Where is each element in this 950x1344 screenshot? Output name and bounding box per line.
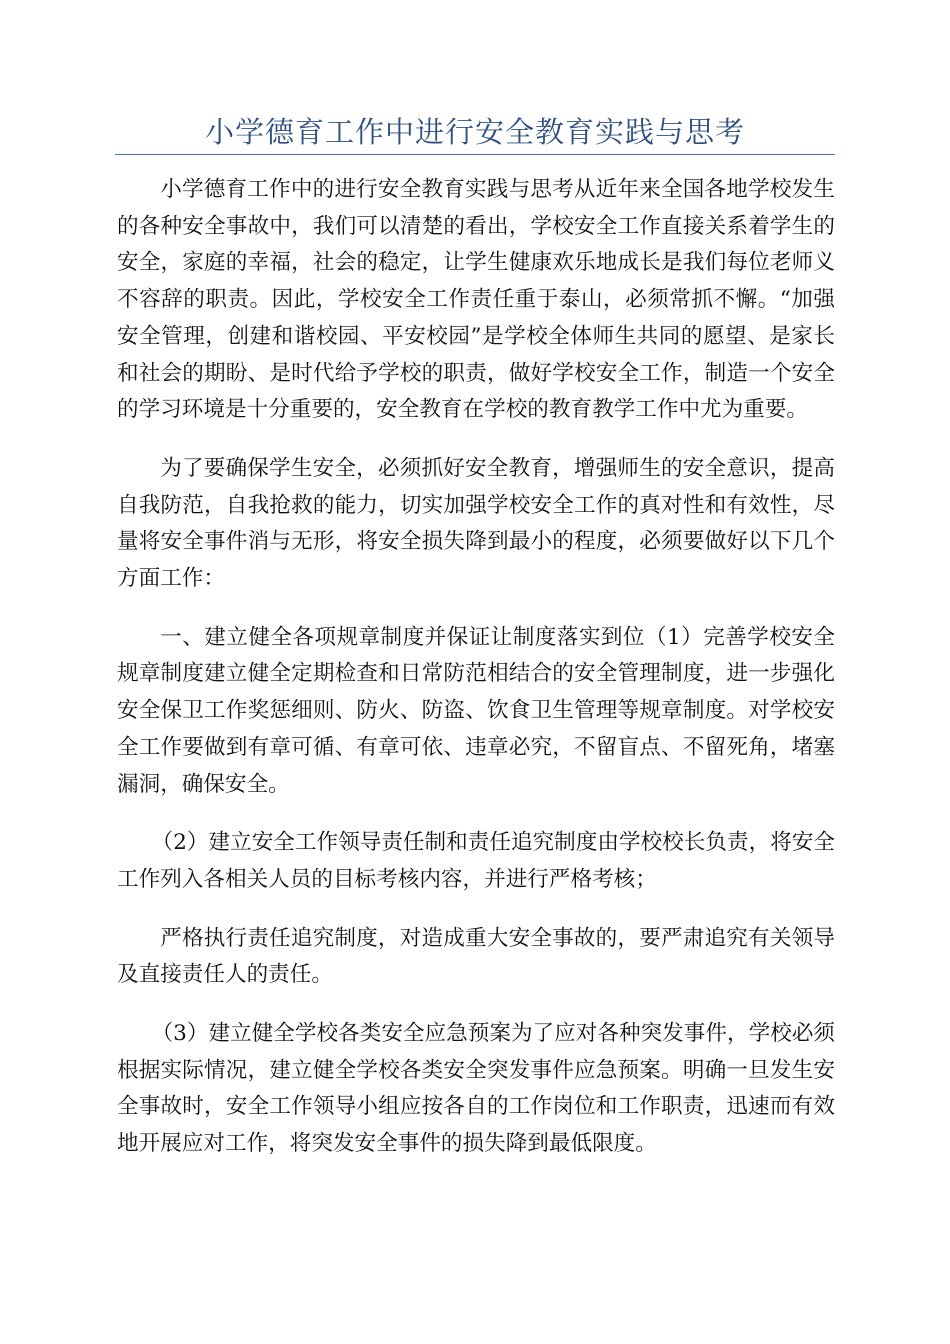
title-underline (115, 154, 835, 155)
paragraph-intro: 小学德育工作中的进行安全教育实践与思考从近年来全国各地学校发生的各种安全事故中，我们可以清楚的看出，学校安全工作直接关系着学生的安全，家庭的幸福，社会的稳定，让学生健康欢乐地成长是我们每位老师义不容辞的职责。因此，学校安全工作责任重于泰山，必须常抓不懈。“加强安全管理，创建和谐校园、平安校园”是学校全体师生共同的愿望、是家长和社会的期盼、是时代给予学校的职责，做好学校安全工作，制造一个安全的学习环境是十分重要的，安全教育在学校的教育教学工作中尤为重要。 (117, 177, 835, 423)
paragraph-measures-overview: 为了要确保学生安全，必须抓好安全教育，增强师生的安全意识，提高自我防范，自我抢救的能力，切实加强学校安全工作的真对性和有效性，尽量将安全事件消与无形，将安全损失降到最小的程度，必须要做好以下几个方面工作： (117, 455, 835, 592)
document-title: 小学德育工作中进行安全教育实践与思考 (204, 115, 745, 149)
paragraph-item-3: （3）建立健全学校各类安全应急预案为了应对各种突发事件，学校必须根据实际情况，建立健全学校各类安全突发事件应急预案。明确一旦发生安全事故时，安全工作领导小组应按各自的工作岗位和工作职责，迅速而有效地开展应对工作，将突发安全事件的损失降到最低限度。 (117, 1021, 835, 1157)
paragraph-section-one: 一、建立健全各项规章制度并保证让制度落实到位（1）完善学校安全规章制度建立健全定期检查和日常防范相结合的安全管理制度，进一步强化安全保卫工作奖惩细则、防火、防盗、饮食卫生管理等规章制度。对学校安全工作要做到有章可循、有章可依、违章必究，不留盲点、不留死角，堵塞漏洞，确保安全。 (117, 624, 835, 797)
paragraph-item-2: （2）建立安全工作领导责任制和责任追究制度由学校校长负责，将安全工作列入各相关人员的目标考核内容，并进行严格考核； (117, 830, 835, 892)
document-body (117, 172, 835, 1185)
paragraph-accountability: 严格执行责任追究制度，对造成重大安全事故的，要严肃追究有关领导及直接责任人的责任。 (117, 925, 835, 988)
